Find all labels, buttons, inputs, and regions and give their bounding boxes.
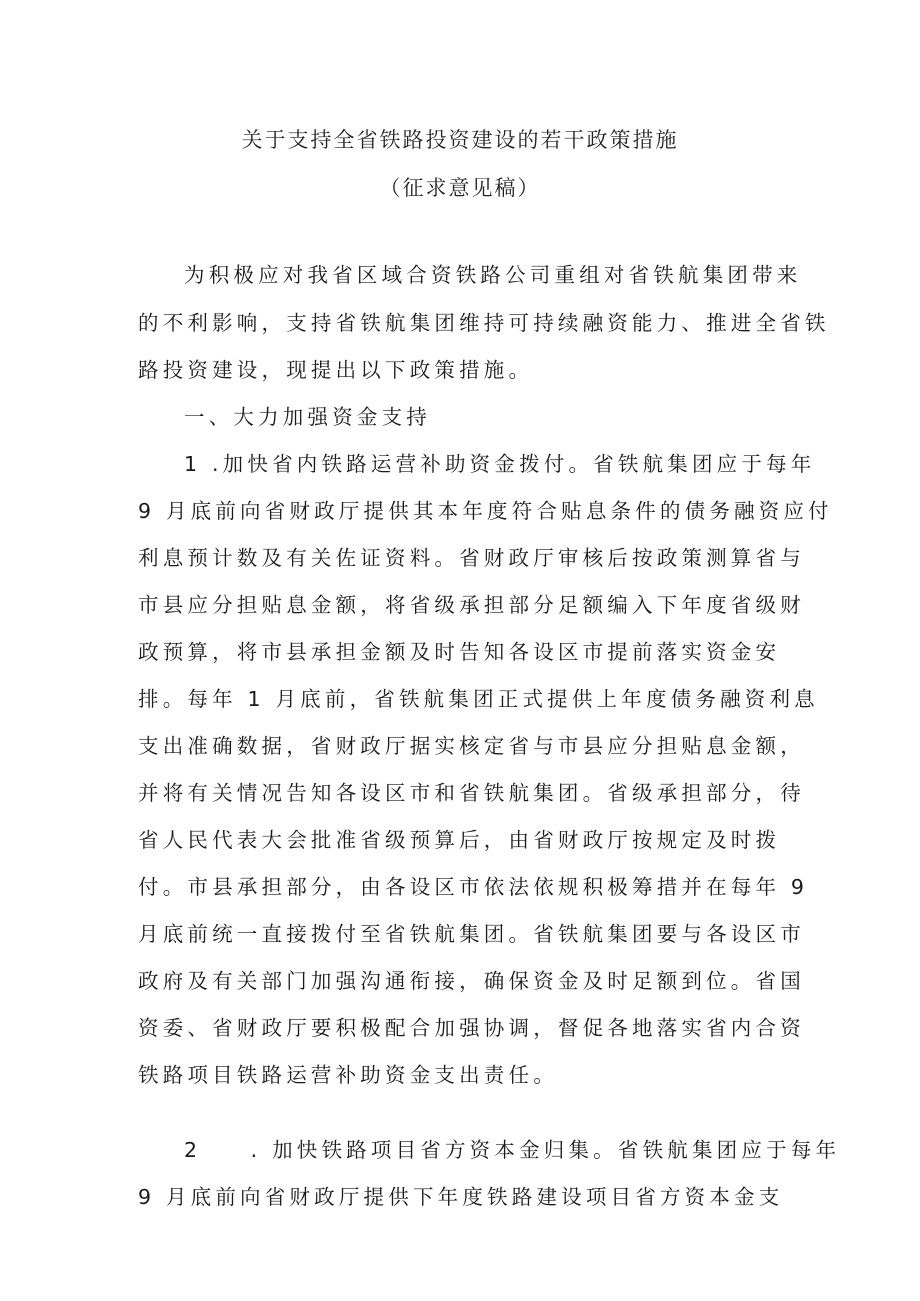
paragraph-line: 政预算，将市县承担金额及时告知各设区市提前落实资金安 [138, 640, 781, 664]
paragraph-line: 省人民代表大会批准省级预算后，由省财政厅按规定及时拨 [138, 828, 781, 852]
paragraph-line: 为积极应对我省区域合资铁路公司重组对省铁航集团带来 [184, 263, 802, 287]
paragraph-line: 付。市县承担部分，由各设区市依法依规积极筹措并在每年 9 [138, 875, 809, 899]
paragraph-line: 2 . 加快铁路项目省方资本金归集。省铁航集团应于每年 [184, 1138, 841, 1162]
section-heading: 一、大力加强资金支持 [184, 405, 431, 429]
paragraph-line: 路投资建设，现提出以下政策措施。 [138, 358, 534, 382]
paragraph-line: 利息预计数及有关佐证资料。省财政厅审核后按政策测算省与 [138, 546, 805, 570]
document-subtitle: （征求意见稿） [379, 176, 541, 200]
paragraph-line: 并将有关情况告知各设区市和省铁航集团。省级承担部分，待 [138, 781, 805, 805]
paragraph-line: 铁路项目铁路运营补助资金支出责任。 [138, 1063, 558, 1087]
paragraph-line: 1 .加快省内铁路运营补助资金拨付。省铁航集团应于每年 [184, 452, 816, 476]
paragraph-line: 支出准确数据，省财政厅据实核定省与市县应分担贴息金额， [138, 734, 805, 758]
paragraph-line: 资委、省财政厅要积极配合加强协调，督促各地落实省内合资 [138, 1016, 805, 1040]
paragraph-line: 排。每年 1 月底前，省铁航集团正式提供上年度债务融资利息 [138, 687, 819, 711]
document-title: 关于支持全省铁路投资建设的若干政策措施 [241, 128, 679, 152]
paragraph-line: 市县应分担贴息金额，将省级承担部分足额编入下年度省级财 [138, 593, 805, 617]
paragraph-line: 月底前统一直接拨付至省铁航集团。省铁航集团要与各设区市 [138, 922, 805, 946]
paragraph-line: 9 月底前向省财政厅提供其本年度符合贴息条件的债务融资应付 [138, 499, 833, 523]
paragraph-line: 的不利影响，支持省铁航集团维持可持续融资能力、推进全省铁 [138, 311, 830, 335]
paragraph-line: 9 月底前向省财政厅提供下年度铁路建设项目省方资本金支 [138, 1185, 784, 1209]
paragraph-line: 政府及有关部门加强沟通衔接，确保资金及时足额到位。省国 [138, 969, 805, 993]
